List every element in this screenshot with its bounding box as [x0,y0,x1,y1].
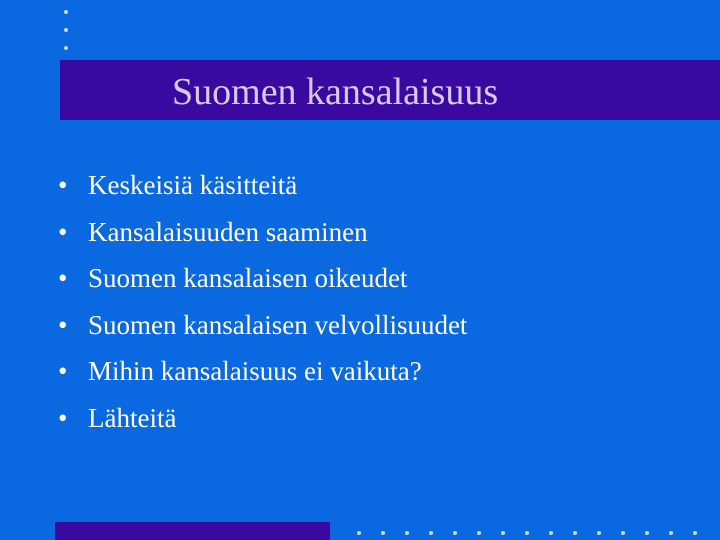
decor-dot [573,531,577,535]
bullet-icon: • [58,309,68,340]
bullet-text: Lähteitä [88,402,177,433]
bullet-item [58,348,467,395]
decor-dot [597,531,601,535]
bullet-item [58,209,467,256]
bullet-item [58,255,467,302]
decor-dot [429,531,433,535]
bullet-icon: • [58,356,68,386]
decor-dot [405,531,409,535]
decor-dot [357,531,361,535]
bullet-icon: • [58,263,68,293]
bullet-list [58,162,467,441]
slide-title: Suomen kansalaisuus [172,71,499,113]
decor-dot [621,531,625,535]
bullet-text: Keskeisiä käsitteitä [88,170,298,200]
decor-dot [453,531,457,535]
decor-dot [525,531,529,535]
bullet-text: Suomen kansalaisen velvollisuudet [88,309,468,340]
bullet-text: Suomen kansalaisen oikeudet [88,263,408,293]
bullet-item [58,162,467,209]
bullet-icon: • [58,170,68,200]
decor-dot [645,531,649,535]
decor-dot [477,531,481,535]
bullet-icon: • [58,402,68,433]
decor-dot [501,531,505,535]
bullet-item [58,395,467,442]
decor-dot [64,46,68,50]
decor-dot [549,531,553,535]
decor-dot [669,531,673,535]
bullet-item [58,302,467,349]
decor-dot [381,531,385,535]
decor-dot [64,10,68,14]
bullet-text: Mihin kansalaisuus ei vaikuta? [88,356,422,386]
bullet-text: Kansalaisuuden saaminen [88,216,368,247]
bullet-icon: • [58,216,68,247]
decor-dot [693,531,697,535]
footer-band [55,522,330,540]
decor-dot [64,28,68,32]
